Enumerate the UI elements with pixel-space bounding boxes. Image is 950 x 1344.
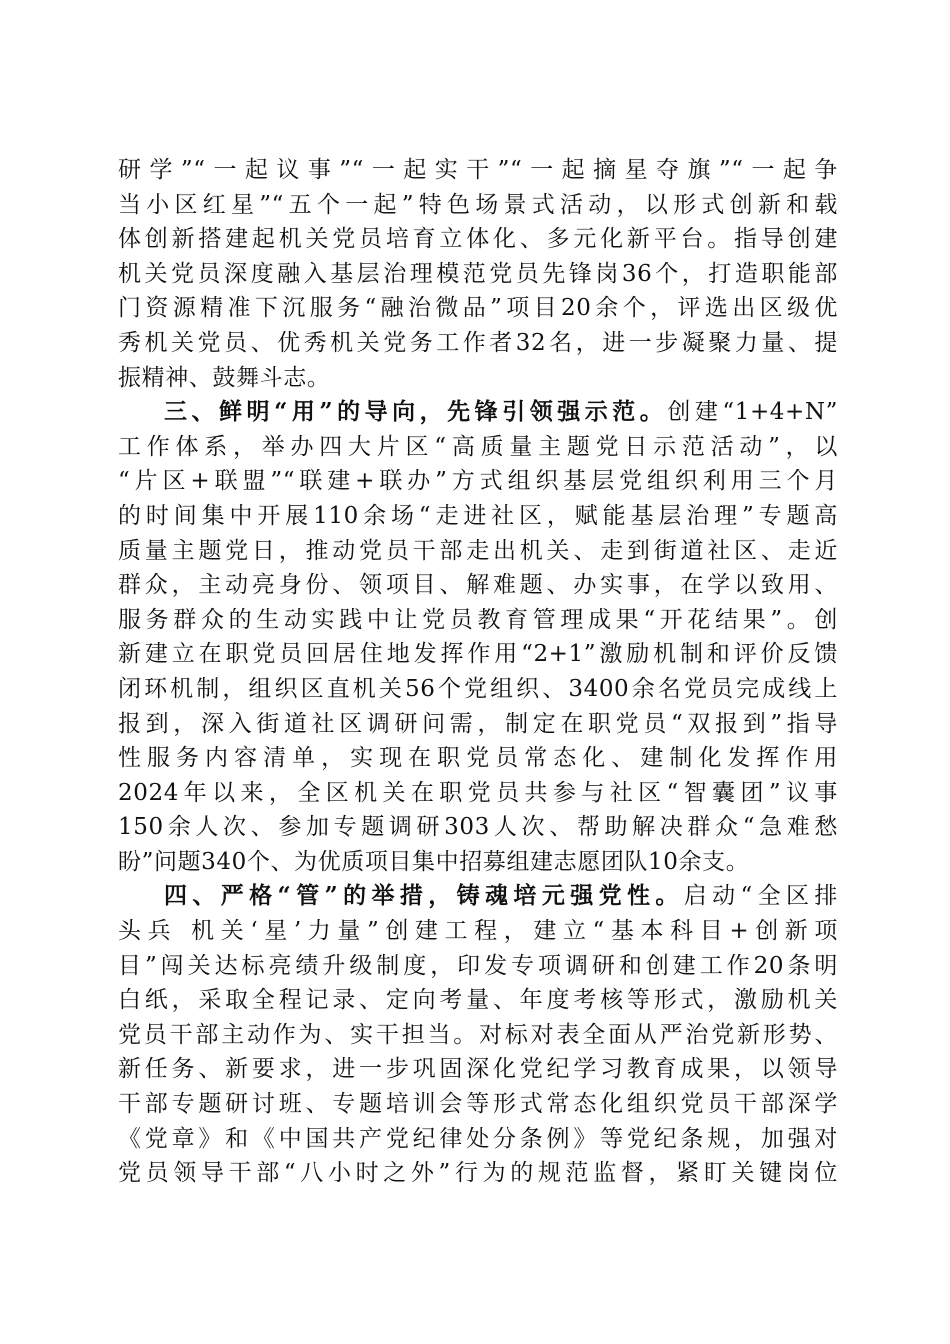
text-line: 体创新搭建起机关党员培育立体化、多元化新平台。指导创建 [118,226,838,253]
text-line: 2024年以来，全区机关在职党员共参与社区“智囊团”议事 [118,779,838,806]
paragraph-2 [118,395,838,879]
text-line: “片区+联盟”“联建+联办”方式组织基层党组织利用三个月 [118,468,838,495]
text-line: 闭环机制，组织区直机关56个党组织、3400余名党员完成线上 [118,675,838,702]
text-line: 工作体系，举办四大片区“高质量主题党日示范活动”，以 [118,433,838,460]
text-line: 党员干部主动作为、实干担当。对标对表全面从严治党新形势、 [118,1021,838,1048]
heading-line [118,395,838,430]
text-line: 当小区红星”“五个一起”特色场景式活动，以形式创新和载 [118,191,838,218]
text-line: 研学”“一起议事”“一起实干”“一起摘星夺旗”“一起争 [118,157,838,183]
text-line: 门资源精准下沉服务“融治微品”项目20余个，评选出区级优 [118,295,838,322]
text-line: 报到，深入街道社区调研问需，制定在职党员“双报到”指导 [118,710,838,737]
text-line: 干部专题研讨班、专题培训会等形式常态化组织党员干部深学 [118,1091,838,1118]
text-line: 150余人次、参加专题调研303人次、帮助解决群众“急难愁 [118,814,838,841]
text-line: 新任务、新要求，进一步巩固深化党纪学习教育成果，以领导 [118,1056,838,1083]
text-line: 目”闯关达标亮绩升级制度，印发专项调研和创建工作20条明 [118,952,838,979]
section-heading: 四、严格“管”的举措，铸魂培元强党性。 [164,882,684,910]
text-line: 机关党员深度融入基层治理模范党员先锋岗36个，打造职能部 [118,260,838,287]
text-line: 《党章》和《中国共产党纪律处分条例》等党纪条规，加强对 [118,1125,838,1152]
text-line: 党员领导干部“八小时之外”行为的规范监督，紧盯关键岗位 [118,1160,838,1187]
text-line: 白纸，采取全程记录、定向考量、年度考核等形式，激励机关 [118,987,838,1014]
paragraph-1 [118,153,838,395]
heading-line [118,879,838,914]
section-heading: 三、鲜明“用”的导向，先锋引领强示范。 [164,398,668,426]
text-line: 的时间集中开展110余场“走进社区，赋能基层治理”专题高 [118,502,838,529]
paragraph-3 [118,879,838,1190]
text-line: 盼”问题340个、为优质项目集中招募组建志愿团队10余支。 [118,848,750,875]
text-line: 新建立在职党员回居住地发挥作用“2+1”激励机制和评价反馈 [118,641,838,668]
heading-line-rest: 启动“全区排 [683,883,839,910]
text-line: 服务群众的生动实践中让党员教育管理成果“开花结果”。创 [118,606,838,633]
text-line: 振精神、鼓舞斗志。 [118,364,331,391]
heading-line-rest: 创建“1+4+N” [667,399,838,426]
text-line: 头兵 机关‘星’力量”创建工程，建立“基本科目+创新项 [118,918,838,945]
text-line: 秀机关党员、优秀机关党务工作者32名，进一步凝聚力量、提 [118,329,838,356]
text-line: 性服务内容清单，实现在职党员常态化、建制化发挥作用 [118,745,838,772]
document-body [118,153,838,1191]
text-line: 质量主题党日，推动党员干部走出机关、走到街道社区、走近 [118,537,838,564]
text-line: 群众，主动亮身份、领项目、解难题、办实事，在学以致用、 [118,572,838,599]
